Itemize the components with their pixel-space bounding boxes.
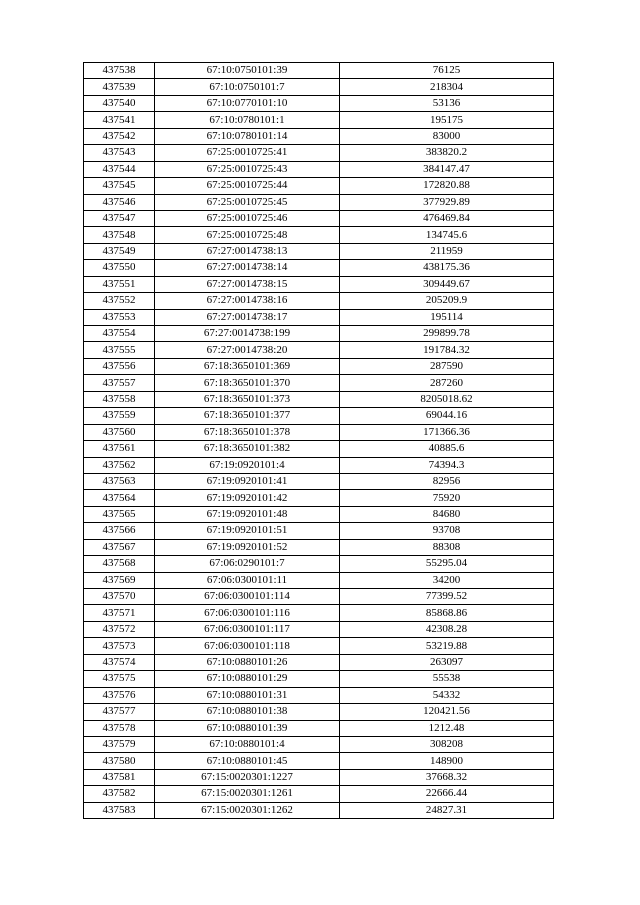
table-row	[84, 178, 554, 194]
value-cell: 172820.88	[340, 178, 554, 194]
cadastral-number-cell: 67:19:0920101:41	[155, 473, 340, 489]
row-number-cell: 437582	[84, 786, 155, 802]
row-number-cell: 437560	[84, 424, 155, 440]
row-number-cell: 437565	[84, 506, 155, 522]
value-cell: 42308.28	[340, 621, 554, 637]
row-number-cell: 437577	[84, 704, 155, 720]
table-row	[84, 506, 554, 522]
table-row	[84, 375, 554, 391]
value-cell: 53219.88	[340, 638, 554, 654]
table-row	[84, 687, 554, 703]
value-cell: 93708	[340, 523, 554, 539]
value-cell: 88308	[340, 539, 554, 555]
value-cell: 55538	[340, 671, 554, 687]
row-number-cell: 437568	[84, 556, 155, 572]
value-cell: 148900	[340, 753, 554, 769]
cadastral-number-cell: 67:19:0920101:52	[155, 539, 340, 555]
value-cell: 377929.89	[340, 194, 554, 210]
table-row	[84, 260, 554, 276]
table-row	[84, 391, 554, 407]
row-number-cell: 437544	[84, 161, 155, 177]
table-row	[84, 358, 554, 374]
cadastral-number-cell: 67:27:0014738:13	[155, 243, 340, 259]
value-cell: 218304	[340, 79, 554, 95]
value-cell: 476469.84	[340, 210, 554, 226]
table-row	[84, 457, 554, 473]
row-number-cell: 437557	[84, 375, 155, 391]
table-row	[84, 621, 554, 637]
value-cell: 120421.56	[340, 704, 554, 720]
cadastral-number-cell: 67:18:3650101:382	[155, 441, 340, 457]
table-row	[84, 243, 554, 259]
table-row	[84, 293, 554, 309]
table-row	[84, 638, 554, 654]
row-number-cell: 437572	[84, 621, 155, 637]
cadastral-number-cell: 67:15:0020301:1262	[155, 802, 340, 818]
row-number-cell: 437576	[84, 687, 155, 703]
cadastral-number-cell: 67:06:0300101:118	[155, 638, 340, 654]
cadastral-number-cell: 67:27:0014738:17	[155, 309, 340, 325]
value-cell: 82956	[340, 473, 554, 489]
value-cell: 76125	[340, 63, 554, 79]
row-number-cell: 437547	[84, 210, 155, 226]
value-cell: 287260	[340, 375, 554, 391]
cadastral-number-cell: 67:10:0880101:38	[155, 704, 340, 720]
table-row	[84, 161, 554, 177]
cadastral-number-cell: 67:10:0880101:29	[155, 671, 340, 687]
table-row	[84, 326, 554, 342]
table-row	[84, 572, 554, 588]
value-cell: 205209.9	[340, 293, 554, 309]
cadastral-number-cell: 67:10:0880101:31	[155, 687, 340, 703]
table-row	[84, 408, 554, 424]
cadastral-number-cell: 67:10:0750101:39	[155, 63, 340, 79]
table-row	[84, 736, 554, 752]
cadastral-number-cell: 67:10:0780101:14	[155, 128, 340, 144]
row-number-cell: 437570	[84, 589, 155, 605]
row-number-cell: 437543	[84, 145, 155, 161]
row-number-cell: 437567	[84, 539, 155, 555]
cadastral-number-cell: 67:06:0290101:7	[155, 556, 340, 572]
cadastral-number-cell: 67:10:0880101:45	[155, 753, 340, 769]
cadastral-number-cell: 67:10:0770101:10	[155, 95, 340, 111]
value-cell: 69044.16	[340, 408, 554, 424]
cadastral-number-cell: 67:18:3650101:370	[155, 375, 340, 391]
row-number-cell: 437569	[84, 572, 155, 588]
value-cell: 53136	[340, 95, 554, 111]
row-number-cell: 437552	[84, 293, 155, 309]
row-number-cell: 437538	[84, 63, 155, 79]
row-number-cell: 437559	[84, 408, 155, 424]
table-row	[84, 342, 554, 358]
table-row	[84, 704, 554, 720]
table-row	[84, 769, 554, 785]
table-row	[84, 720, 554, 736]
value-cell: 299899.78	[340, 326, 554, 342]
value-cell: 34200	[340, 572, 554, 588]
row-number-cell: 437563	[84, 473, 155, 489]
table-row	[84, 654, 554, 670]
row-number-cell: 437583	[84, 802, 155, 818]
value-cell: 74394.3	[340, 457, 554, 473]
row-number-cell: 437571	[84, 605, 155, 621]
row-number-cell: 437578	[84, 720, 155, 736]
cadastral-number-cell: 67:19:0920101:51	[155, 523, 340, 539]
table-row	[84, 194, 554, 210]
value-cell: 54332	[340, 687, 554, 703]
value-cell: 75920	[340, 490, 554, 506]
cadastral-number-cell: 67:19:0920101:4	[155, 457, 340, 473]
cadastral-number-cell: 67:10:0880101:4	[155, 736, 340, 752]
row-number-cell: 437550	[84, 260, 155, 276]
cadastral-number-cell: 67:10:0880101:26	[155, 654, 340, 670]
value-cell: 83000	[340, 128, 554, 144]
value-cell: 263097	[340, 654, 554, 670]
table-row	[84, 424, 554, 440]
row-number-cell: 437555	[84, 342, 155, 358]
value-cell: 287590	[340, 358, 554, 374]
table-body	[84, 63, 554, 819]
table-row	[84, 786, 554, 802]
row-number-cell: 437539	[84, 79, 155, 95]
table-row	[84, 523, 554, 539]
row-number-cell: 437546	[84, 194, 155, 210]
cadastral-number-cell: 67:19:0920101:48	[155, 506, 340, 522]
row-number-cell: 437581	[84, 769, 155, 785]
row-number-cell: 437551	[84, 276, 155, 292]
cadastral-number-cell: 67:06:0300101:116	[155, 605, 340, 621]
row-number-cell: 437573	[84, 638, 155, 654]
row-number-cell: 437548	[84, 227, 155, 243]
row-number-cell: 437579	[84, 736, 155, 752]
table-row	[84, 473, 554, 489]
row-number-cell: 437566	[84, 523, 155, 539]
value-cell: 195175	[340, 112, 554, 128]
data-table	[83, 62, 554, 819]
cadastral-number-cell: 67:15:0020301:1227	[155, 769, 340, 785]
table-row	[84, 63, 554, 79]
cadastral-number-cell: 67:25:0010725:48	[155, 227, 340, 243]
value-cell: 8205018.62	[340, 391, 554, 407]
value-cell: 438175.36	[340, 260, 554, 276]
cadastral-number-cell: 67:15:0020301:1261	[155, 786, 340, 802]
value-cell: 24827.31	[340, 802, 554, 818]
cadastral-number-cell: 67:06:0300101:114	[155, 589, 340, 605]
value-cell: 84680	[340, 506, 554, 522]
row-number-cell: 437541	[84, 112, 155, 128]
value-cell: 37668.32	[340, 769, 554, 785]
row-number-cell: 437545	[84, 178, 155, 194]
value-cell: 40885.6	[340, 441, 554, 457]
row-number-cell: 437558	[84, 391, 155, 407]
table-row	[84, 605, 554, 621]
value-cell: 134745.6	[340, 227, 554, 243]
value-cell: 309449.67	[340, 276, 554, 292]
row-number-cell: 437564	[84, 490, 155, 506]
table-row	[84, 210, 554, 226]
table-row	[84, 753, 554, 769]
row-number-cell: 437554	[84, 326, 155, 342]
table-row	[84, 276, 554, 292]
table-row	[84, 539, 554, 555]
value-cell: 211959	[340, 243, 554, 259]
row-number-cell: 437561	[84, 441, 155, 457]
table-row	[84, 441, 554, 457]
row-number-cell: 437575	[84, 671, 155, 687]
cadastral-number-cell: 67:27:0014738:14	[155, 260, 340, 276]
table-row	[84, 128, 554, 144]
table-row	[84, 556, 554, 572]
table-row	[84, 309, 554, 325]
row-number-cell: 437574	[84, 654, 155, 670]
cadastral-number-cell: 67:10:0880101:39	[155, 720, 340, 736]
cadastral-number-cell: 67:25:0010725:45	[155, 194, 340, 210]
table-row	[84, 112, 554, 128]
row-number-cell: 437580	[84, 753, 155, 769]
value-cell: 1212.48	[340, 720, 554, 736]
value-cell: 383820.2	[340, 145, 554, 161]
cadastral-number-cell: 67:25:0010725:46	[155, 210, 340, 226]
row-number-cell: 437542	[84, 128, 155, 144]
value-cell: 308208	[340, 736, 554, 752]
table-row	[84, 589, 554, 605]
cadastral-number-cell: 67:18:3650101:378	[155, 424, 340, 440]
value-cell: 85868.86	[340, 605, 554, 621]
cadastral-number-cell: 67:06:0300101:117	[155, 621, 340, 637]
value-cell: 384147.47	[340, 161, 554, 177]
cadastral-number-cell: 67:27:0014738:20	[155, 342, 340, 358]
cadastral-number-cell: 67:27:0014738:16	[155, 293, 340, 309]
table-row	[84, 671, 554, 687]
row-number-cell: 437540	[84, 95, 155, 111]
value-cell: 191784.32	[340, 342, 554, 358]
cadastral-number-cell: 67:25:0010725:44	[155, 178, 340, 194]
cadastral-number-cell: 67:10:0750101:7	[155, 79, 340, 95]
row-number-cell: 437562	[84, 457, 155, 473]
cadastral-number-cell: 67:27:0014738:15	[155, 276, 340, 292]
table-row	[84, 802, 554, 818]
cadastral-number-cell: 67:10:0780101:1	[155, 112, 340, 128]
cadastral-number-cell: 67:25:0010725:41	[155, 145, 340, 161]
cadastral-number-cell: 67:18:3650101:377	[155, 408, 340, 424]
table-row	[84, 145, 554, 161]
table-row	[84, 95, 554, 111]
table-row	[84, 227, 554, 243]
table-row	[84, 490, 554, 506]
cadastral-number-cell: 67:27:0014738:199	[155, 326, 340, 342]
row-number-cell: 437549	[84, 243, 155, 259]
row-number-cell: 437553	[84, 309, 155, 325]
value-cell: 77399.52	[340, 589, 554, 605]
table-row	[84, 79, 554, 95]
cadastral-number-cell: 67:18:3650101:373	[155, 391, 340, 407]
value-cell: 55295.04	[340, 556, 554, 572]
value-cell: 22666.44	[340, 786, 554, 802]
value-cell: 195114	[340, 309, 554, 325]
cadastral-number-cell: 67:19:0920101:42	[155, 490, 340, 506]
cadastral-number-cell: 67:06:0300101:11	[155, 572, 340, 588]
cadastral-number-cell: 67:25:0010725:43	[155, 161, 340, 177]
value-cell: 171366.36	[340, 424, 554, 440]
cadastral-number-cell: 67:18:3650101:369	[155, 358, 340, 374]
row-number-cell: 437556	[84, 358, 155, 374]
